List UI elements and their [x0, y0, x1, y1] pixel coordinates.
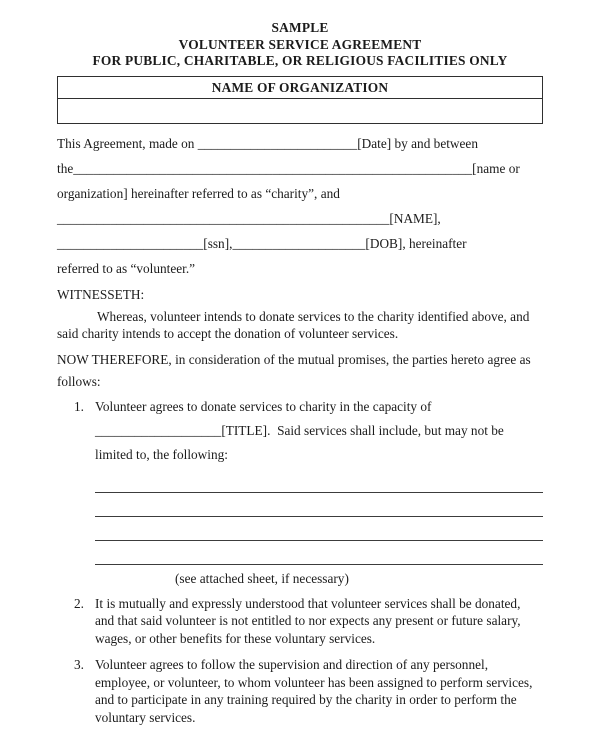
attached-sheet-caption: (see attached sheet, if necessary): [175, 570, 349, 586]
intro-line: __________________________________________________[NAME],: [57, 210, 441, 226]
clause-number: 1.: [74, 398, 84, 414]
clause-number: 3.: [74, 657, 84, 672]
witnesseth-heading: WITNESSETH:: [57, 286, 145, 302]
services-fill-in-lines: [95, 469, 543, 565]
doc-title-sample: SAMPLE: [271, 20, 329, 35]
therefore-line: NOW THEREFORE, in consideration of the mutual promises, the parties hereto agree as: [57, 351, 531, 367]
doc-title-main: VOLUNTEER SERVICE AGREEMENT: [178, 36, 422, 52]
clause-line: wages, or other benefits for these voluntary services.: [95, 630, 376, 646]
fill-in-line: [95, 541, 543, 565]
witnesseth-line: Whereas, volunteer intends to donate services to the charity identified above, and: [97, 308, 530, 324]
witnesseth-paragraph: [57, 308, 543, 342]
document-header: [57, 20, 543, 70]
intro-line: This Agreement, made on ________________________[Date] by and between: [57, 135, 478, 151]
organization-name-blank: [58, 99, 542, 123]
clause-line: voluntary services.: [95, 709, 196, 725]
clause-line: and to participate in any training required by the charity in order to perform the: [95, 692, 517, 707]
organization-name-box: [57, 76, 543, 124]
clause-line: limited to, the following:: [95, 446, 228, 462]
agreement-clause-1: [57, 395, 543, 587]
fill-in-line: [95, 517, 543, 541]
clause-line: Volunteer agrees to donate services to charity in the capacity of: [95, 398, 432, 414]
organization-name-label: NAME OF ORGANIZATION: [58, 77, 542, 99]
clause-line: ___________________[TITLE]. Said services shall include, but may not be: [95, 422, 504, 438]
clause-number: 2.: [74, 595, 84, 611]
clause-line: and that said volunteer is not entitled to nor expects any present or future salary,: [95, 613, 521, 628]
clause-body: [95, 395, 543, 587]
agreement-clause-2: [57, 595, 543, 648]
witnesseth-line: said charity intends to accept the donation of volunteer services.: [57, 325, 399, 341]
fill-in-line: [95, 469, 543, 493]
intro-line: ______________________[ssn],____________________[DOB], hereinafter: [57, 235, 467, 251]
agreement-intro: [57, 131, 543, 281]
intro-line: the____________________________________________________________[name or: [57, 160, 520, 176]
fill-in-line: [95, 493, 543, 517]
therefore-line: follows:: [57, 373, 101, 389]
doc-title-subtitle: FOR PUBLIC, CHARITABLE, OR RELIGIOUS FACILITIES ONLY: [92, 53, 508, 68]
intro-line: organization] hereinafter referred to as “charity”, and: [57, 185, 340, 201]
clause-line: It is mutually and expressly understood that volunteer services shall be donated,: [95, 595, 521, 611]
clause-line: employee, or volunteer, to whom volunteer has been assigned to perform services,: [95, 674, 533, 690]
clause-body: [95, 656, 543, 726]
intro-line: referred to as “volunteer.”: [57, 260, 196, 276]
clause-body: [95, 595, 543, 648]
agreement-clause-3: [57, 656, 543, 726]
clause-line: Volunteer agrees to follow the supervision and direction of any personnel,: [95, 657, 489, 672]
therefore-paragraph: [57, 349, 543, 393]
